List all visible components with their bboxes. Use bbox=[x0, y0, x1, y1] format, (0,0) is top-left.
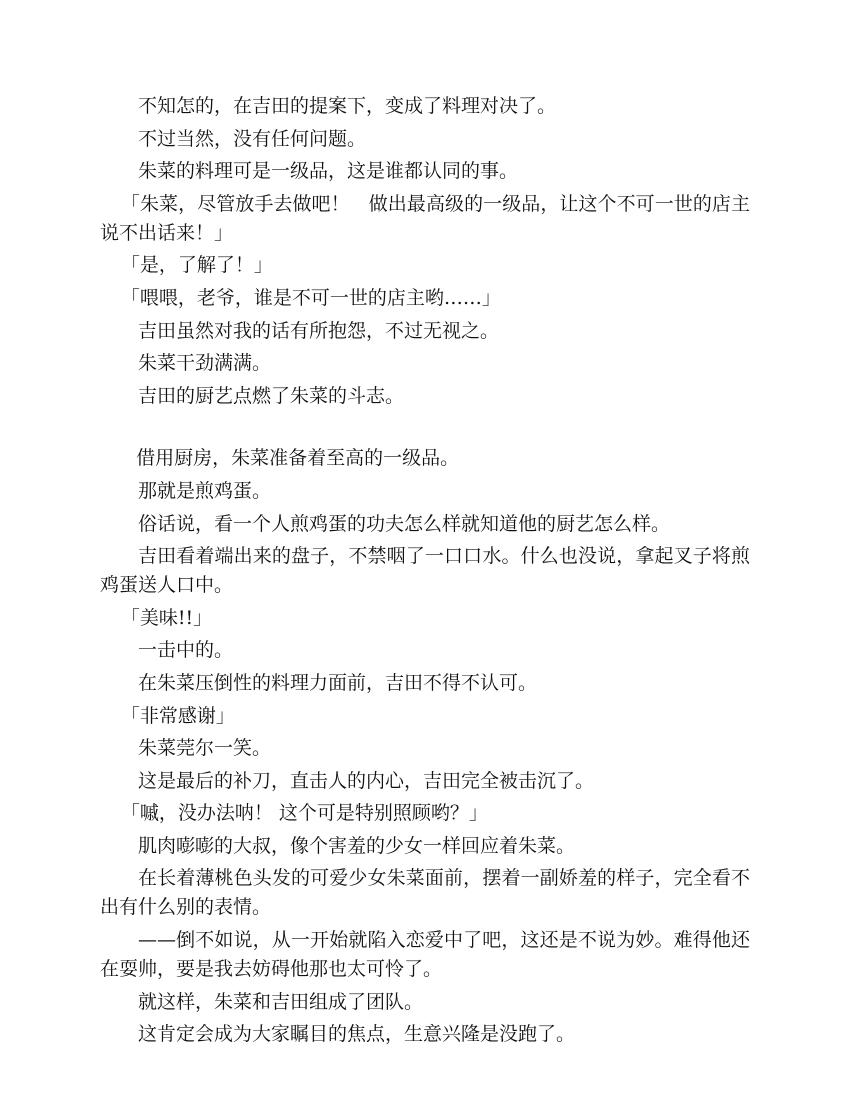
paragraph: 朱菜干劲满满。 bbox=[138, 352, 272, 375]
paragraph: 在长着薄桃色头发的可爱少女朱菜面前，摆着一副娇羞的样子，完全看不出有什么别的表情。 bbox=[100, 867, 750, 919]
paragraph: 就这样，朱菜和吉田组成了团队。 bbox=[138, 990, 424, 1013]
section-break bbox=[100, 414, 750, 444]
paragraph: 借用厨房，朱菜准备着至高的一级品。 bbox=[136, 447, 460, 470]
dialogue-line: 「喂喂，老爷，谁是不可一世的店主哟……」 bbox=[120, 286, 501, 309]
paragraph: 这是最后的补刀，直击人的内心，吉田完全被击沉了。 bbox=[138, 769, 595, 792]
paragraph: ——倒不如说，从一开始就陷入恋爱中了吧，这还是不说为妙。难得他还在耍帅，要是我去妨碍他那也太可怜了。 bbox=[100, 929, 750, 981]
dialogue-line: 「美味!!」 bbox=[120, 606, 213, 629]
dialogue-line: 「非常感谢」 bbox=[120, 704, 235, 727]
dialogue-line: 「朱菜，尽管放手去做吧！ 做出最高级的一级品，让这个不可一世的店主说不出话来！」 bbox=[100, 192, 750, 244]
paragraph: 吉田看着端出来的盘子，不禁咽了一口口水。什么也没说，拿起叉子将煎鸡蛋送人口中。 bbox=[100, 545, 750, 597]
paragraph: 肌肉嘭嘭的大叔，像个害羞的少女一样回应着朱菜。 bbox=[138, 834, 576, 857]
paragraph: 那就是煎鸡蛋。 bbox=[138, 479, 272, 502]
paragraph: 朱菜的料理可是一级品，这是谁都认同的事。 bbox=[138, 160, 519, 183]
paragraph: 不过当然，没有任何问题。 bbox=[138, 127, 367, 150]
document-page bbox=[100, 92, 750, 1053]
paragraph: 吉田的厨艺点燃了朱菜的斗志。 bbox=[138, 384, 405, 407]
paragraph: 不知怎的，在吉田的提案下，变成了料理对决了。 bbox=[138, 95, 557, 117]
paragraph: 吉田虽然对我的话有所抱怨，不过无视之。 bbox=[138, 319, 500, 342]
paragraph: 这肯定会成为大家瞩目的焦点，生意兴隆是没跑了。 bbox=[138, 1023, 576, 1046]
dialogue-line: 「是，了解了！」 bbox=[120, 254, 273, 277]
paragraph: 在朱菜压倒性的料理力面前，吉田不得不认可。 bbox=[138, 671, 538, 694]
paragraph: 一击中的。 bbox=[138, 639, 234, 662]
dialogue-line: 「嘁，没办法呐！ 这个可是特别照顾哟？」 bbox=[120, 802, 488, 825]
paragraph: 朱菜莞尔一笑。 bbox=[138, 737, 272, 760]
paragraph: 俗话说，看一个人煎鸡蛋的功夫怎么样就知道他的厨艺怎么样。 bbox=[138, 512, 671, 535]
